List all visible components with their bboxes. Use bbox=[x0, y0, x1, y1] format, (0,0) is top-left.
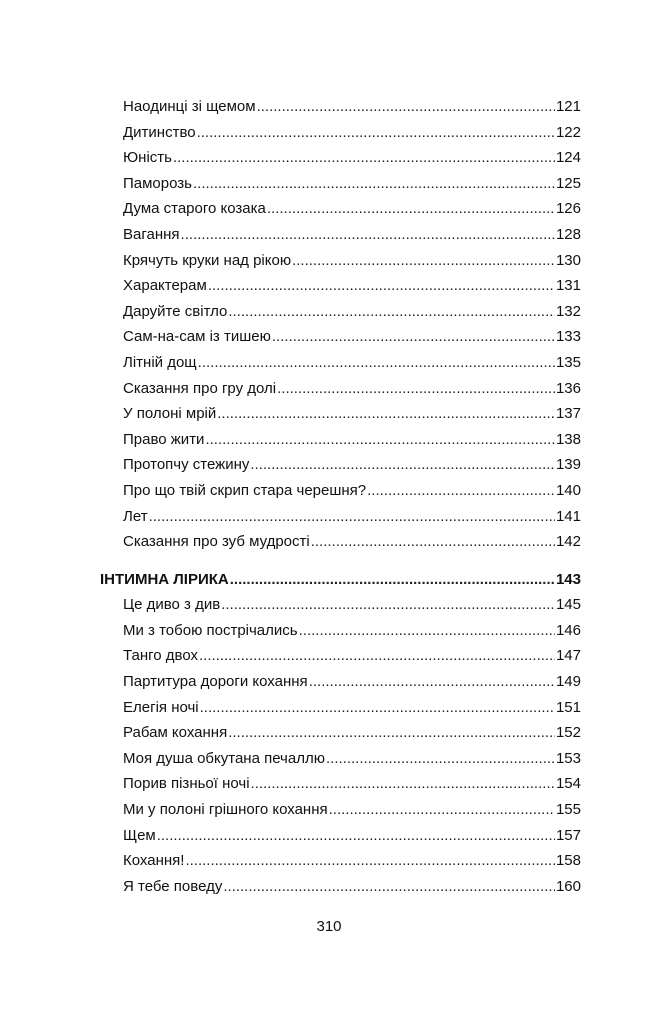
toc-entry-title: Щем bbox=[123, 826, 156, 844]
section-title: ІНТИМНА ЛІРИКА bbox=[100, 570, 229, 588]
toc-entry-title: Право жити bbox=[123, 430, 205, 448]
dot-leader bbox=[205, 427, 555, 453]
toc-entry-page: 152 bbox=[555, 724, 581, 742]
dot-leader bbox=[299, 618, 555, 644]
toc-entry bbox=[0, 874, 581, 900]
toc-entry-title: Рабам кохання bbox=[123, 724, 228, 742]
toc-entry-title: Ми у полоні грішного кохання bbox=[123, 801, 328, 819]
toc-entry bbox=[0, 504, 581, 530]
toc-entry-page: 151 bbox=[555, 698, 581, 716]
toc-entry-page: 128 bbox=[555, 225, 581, 243]
toc-entry-page: 124 bbox=[555, 149, 581, 167]
dot-leader bbox=[217, 401, 555, 427]
dot-leader bbox=[251, 771, 555, 797]
dot-leader bbox=[257, 94, 555, 120]
toc-entry bbox=[0, 248, 581, 274]
toc-entry-page: 155 bbox=[555, 801, 581, 819]
toc-entry-page: 154 bbox=[555, 775, 581, 793]
dot-leader bbox=[185, 848, 555, 874]
toc-entry-page: 136 bbox=[555, 379, 581, 397]
toc-entry bbox=[0, 592, 581, 618]
toc-entry-title: Партитура дороги кохання bbox=[123, 673, 308, 691]
toc-entry-page: 121 bbox=[555, 98, 581, 115]
dot-leader bbox=[223, 874, 555, 900]
toc-entry-title: Кохання! bbox=[123, 852, 185, 870]
toc-entry bbox=[0, 376, 581, 402]
toc-entry-page: 137 bbox=[555, 405, 581, 423]
toc-entry-page: 147 bbox=[555, 647, 581, 665]
toc-entry bbox=[0, 771, 581, 797]
toc-entry-page: 125 bbox=[555, 174, 581, 192]
dot-leader bbox=[181, 222, 555, 248]
toc-entry bbox=[0, 145, 581, 171]
toc-entry-title: Протопчу стежину bbox=[123, 456, 250, 474]
dot-leader bbox=[326, 746, 555, 772]
toc-entry bbox=[0, 222, 581, 248]
dot-leader bbox=[198, 350, 555, 376]
toc-entry bbox=[0, 427, 581, 453]
toc-entry-page: 140 bbox=[555, 481, 581, 499]
toc-entry-page: 142 bbox=[555, 533, 581, 551]
toc-entry-page: 160 bbox=[555, 877, 581, 895]
dot-leader bbox=[292, 248, 555, 274]
toc-entry-page: 141 bbox=[555, 507, 581, 525]
dot-leader bbox=[277, 376, 555, 402]
toc-entry-page: 122 bbox=[555, 123, 581, 141]
section-page: 143 bbox=[555, 570, 581, 588]
toc-entry-title: Лет bbox=[123, 507, 148, 525]
page-number: 310 bbox=[316, 918, 342, 935]
dot-leader bbox=[149, 504, 555, 530]
toc-entry-title: Сказання про зуб мудрості bbox=[123, 533, 310, 551]
dot-leader bbox=[221, 592, 555, 618]
toc-entry bbox=[0, 720, 581, 746]
toc-entry-title: Танго двох bbox=[123, 647, 198, 665]
dot-leader bbox=[329, 797, 555, 823]
toc-entry bbox=[0, 324, 581, 350]
toc-entry-page: 130 bbox=[555, 251, 581, 269]
toc-entry bbox=[0, 452, 581, 478]
toc-entry-title: Літній дощ bbox=[123, 353, 197, 371]
dot-leader bbox=[367, 478, 555, 504]
toc-entry bbox=[0, 848, 581, 874]
toc-entry bbox=[0, 273, 581, 299]
toc-entry-page: 146 bbox=[555, 621, 581, 639]
toc-entry-title: Я тебе поведу bbox=[123, 877, 223, 895]
toc-entry bbox=[0, 299, 581, 325]
toc-entry bbox=[0, 746, 581, 772]
dot-leader bbox=[173, 145, 555, 171]
toc-section-heading bbox=[0, 567, 581, 593]
toc-entry-page: 158 bbox=[555, 852, 581, 870]
toc-entry-page: 131 bbox=[555, 277, 581, 295]
toc-group-1 bbox=[0, 94, 658, 555]
toc-entry-title: Сказання про гру долі bbox=[123, 379, 277, 397]
toc-entry bbox=[0, 643, 581, 669]
toc-entry-page: 135 bbox=[555, 353, 581, 371]
toc-entry-title: Елегія ночі bbox=[123, 698, 199, 716]
toc-entry bbox=[0, 120, 581, 146]
toc-entry bbox=[0, 529, 581, 555]
dot-leader bbox=[250, 452, 555, 478]
toc-entry-title: У полоні мрій bbox=[123, 405, 217, 423]
toc-entry-page: 126 bbox=[555, 200, 581, 218]
dot-leader bbox=[272, 324, 555, 350]
toc-entry-title: Паморозь bbox=[123, 174, 192, 192]
toc-entry bbox=[0, 401, 581, 427]
toc-entry-title: Наодинці зі щемом bbox=[123, 98, 256, 115]
toc-entry-title: Характерам bbox=[123, 277, 207, 295]
toc-entry bbox=[0, 171, 581, 197]
toc-entry bbox=[0, 695, 581, 721]
toc-group-2 bbox=[0, 592, 658, 899]
section-gap bbox=[0, 555, 658, 567]
toc-entry bbox=[0, 196, 581, 222]
dot-leader bbox=[208, 273, 555, 299]
toc-entry-title: Крячуть круки над рікою bbox=[123, 251, 292, 269]
dot-leader bbox=[230, 567, 555, 593]
dot-leader bbox=[228, 720, 555, 746]
toc-entry-title: Про що твій скрип стара черешня? bbox=[123, 481, 367, 499]
dot-leader bbox=[197, 120, 555, 146]
toc-entry bbox=[0, 797, 581, 823]
dot-leader bbox=[309, 669, 555, 695]
toc-entry bbox=[0, 478, 581, 504]
dot-leader bbox=[228, 299, 555, 325]
toc-entry-page: 145 bbox=[555, 596, 581, 614]
toc-entry-page: 153 bbox=[555, 749, 581, 767]
table-of-contents bbox=[0, 94, 658, 899]
toc-entry-page: 138 bbox=[555, 430, 581, 448]
dot-leader bbox=[157, 823, 555, 849]
toc-entry-page: 139 bbox=[555, 456, 581, 474]
toc-entry-title: Моя душа обкутана печаллю bbox=[123, 749, 325, 767]
toc-entry bbox=[0, 94, 581, 120]
toc-entry-page: 157 bbox=[555, 826, 581, 844]
toc-entry-title: Сам-на-сам із тишею bbox=[123, 328, 271, 346]
toc-entry bbox=[0, 669, 581, 695]
toc-entry-title: Вагання bbox=[123, 225, 180, 243]
dot-leader bbox=[311, 529, 555, 555]
toc-entry-title: Дума старого козака bbox=[123, 200, 266, 218]
dot-leader bbox=[199, 643, 555, 669]
toc-entry-page: 133 bbox=[555, 328, 581, 346]
toc-entry-title: Дитинство bbox=[123, 123, 196, 141]
toc-entry-title: Даруйте світло bbox=[123, 302, 228, 320]
toc-entry-page: 149 bbox=[555, 673, 581, 691]
toc-entry-title: Це диво з див bbox=[123, 596, 221, 614]
toc-entry-title: Ми з тобою пострічались bbox=[123, 621, 298, 639]
dot-leader bbox=[267, 196, 555, 222]
toc-entry bbox=[0, 618, 581, 644]
dot-leader bbox=[200, 695, 555, 721]
dot-leader bbox=[193, 171, 555, 197]
toc-entry bbox=[0, 823, 581, 849]
toc-entry-title: Юність bbox=[123, 149, 172, 167]
toc-entry bbox=[0, 350, 581, 376]
toc-entry-title: Порив пізньої ночі bbox=[123, 775, 250, 793]
toc-entry-page: 132 bbox=[555, 302, 581, 320]
